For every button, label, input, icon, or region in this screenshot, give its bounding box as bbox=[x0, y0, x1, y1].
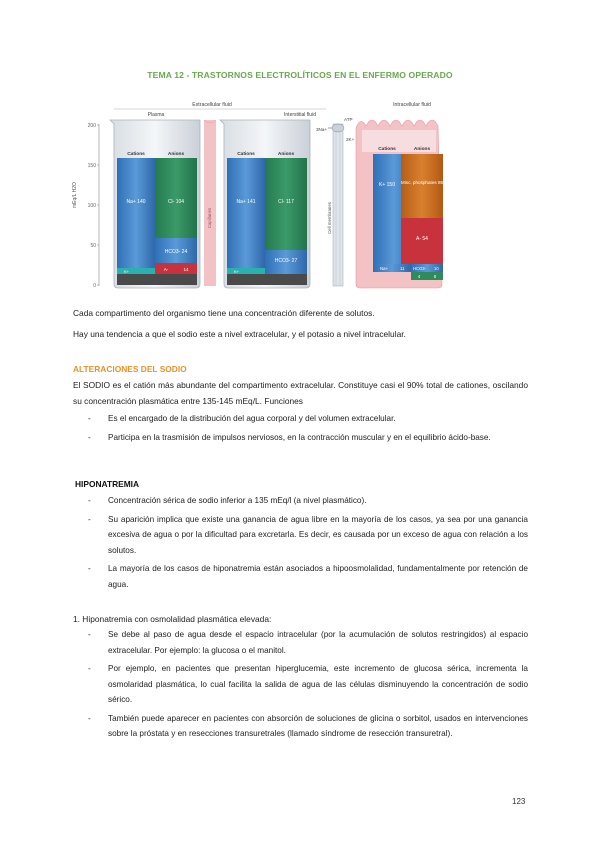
intra-na-value: 11 bbox=[400, 266, 405, 271]
list-item: - También puede aparecer en pacientes con absorción de soluciones de glicina o sorbitol, usados en intervenciones sobre la próstata y en resecciones transuretrales (llamado síndrome de resección transuretral). bbox=[88, 711, 528, 742]
intra-hco3: HCO3- bbox=[413, 266, 427, 271]
intra-sub1: 4 bbox=[417, 274, 421, 279]
interstitial-hco3: HCO3- 27 bbox=[274, 258, 298, 264]
electrolyte-figure bbox=[70, 98, 450, 290]
subsection-1-title: 1. Hiponatremia con osmolalidad plasmática elevada: bbox=[73, 614, 272, 624]
y-tick-100: 100 bbox=[87, 203, 96, 209]
plasma-cl: Cl- 104 bbox=[167, 199, 185, 205]
interstitial-anions-label: Anions bbox=[277, 152, 295, 157]
page-number: 123 bbox=[512, 797, 526, 806]
k-pump-label: 2K+ bbox=[346, 137, 355, 142]
list-item: - Su aparición implica que existe una ganancia de agua libre en la mayoría de los casos, ya sea por una ganancia excesiva de agua o por la dificultad para excretarla. Es decir, es causada por un exceso de agua con relación a los solutos. bbox=[88, 512, 528, 559]
page-title: TEMA 12 - TRASTORNOS ELECTROLÍTICOS EN EL ENFERMO OPERADO bbox=[147, 70, 453, 80]
list-item: - Es el encargado de la distribución del agua corporal y del volumen extracelular. bbox=[88, 411, 528, 427]
plasma-na: Na+ 140 bbox=[126, 199, 146, 205]
list-item: - La mayoría de los casos de hiponatremia están asociados a hipoosmolalidad, fundamentalmente por retención de agua. bbox=[88, 561, 528, 592]
sodium-paragraph: El SODIO es el catión más abundante del compartimento extracelular. Constituye casi el 90% total de cationes, oscilando su concentración plasmática entre 135-145 mEq/L. Funciones bbox=[73, 380, 528, 406]
hiponatremia-heading: HIPONATREMIA bbox=[75, 479, 140, 489]
intra-sub2: 8 bbox=[433, 274, 437, 279]
interstitial-k: K+ bbox=[234, 269, 240, 274]
sodium-functions-list bbox=[88, 411, 528, 448]
subsection-1-list bbox=[88, 627, 528, 745]
intro-paragraph-1: Cada compartimento del organismo tiene una concentración diferente de solutos. bbox=[73, 308, 375, 318]
intra-cations-label: Cations bbox=[378, 147, 396, 152]
na-pump-label: 3Na+ bbox=[316, 127, 328, 132]
y-axis-label: mEq/L H2O bbox=[72, 182, 78, 208]
intracellular-container bbox=[356, 120, 444, 288]
cell-membranes-label: Cell membranes bbox=[327, 202, 332, 234]
list-item: - Se debe al paso de agua desde el espacio intracelular (por la acumulación de solutos restringidos) al espacio extracelular. Por ejemplo: la glucosa o el manitol. bbox=[88, 627, 528, 658]
plasma-anions-label: Anions bbox=[167, 152, 185, 157]
interstitial-cations-label: Cations bbox=[237, 152, 255, 157]
intra-na: Na+ bbox=[380, 266, 389, 271]
extracellular-label: Extracellular fluid bbox=[192, 102, 232, 108]
intra-hco3-value: 10 bbox=[434, 266, 439, 271]
interstitial-cl: Cl- 117 bbox=[278, 199, 294, 205]
intro-paragraph-2: Hay una tendencia a que el sodio este a nivel extracelular, y el potasio a nivel intracelular. bbox=[73, 329, 406, 339]
y-tick-150: 150 bbox=[87, 163, 96, 169]
cell-membrane bbox=[316, 117, 355, 286]
list-item: - Concentración sérica de sodio inferior a 135 mEq/l (a nivel plasmático). bbox=[88, 493, 528, 509]
capillaries-label: Capillaries bbox=[207, 207, 212, 229]
plasma-beaker bbox=[110, 120, 200, 288]
section-title-sodio: ALTERACIONES DEL SODIO bbox=[73, 364, 187, 374]
capillary-wall bbox=[204, 120, 216, 286]
interstitial-na: Na+ 141 bbox=[236, 199, 256, 205]
plasma-hco3: HCO3- 24 bbox=[164, 249, 188, 255]
list-item: - Por ejemplo, en pacientes que presentan hiperglucemia, este incremento de glucosa sérica, incrementa la osmolaridad plasmática, lo cual facilita la salida de agua de las células disminuyendo la concentración de sodio sérico. bbox=[88, 661, 528, 708]
hiponatremia-list bbox=[88, 493, 528, 595]
interstitial-beaker bbox=[220, 120, 310, 288]
plasma-label: Plasma bbox=[147, 112, 165, 118]
y-tick-50: 50 bbox=[90, 243, 96, 249]
plasma-a: A- bbox=[163, 267, 169, 272]
intra-k: K+ 150 bbox=[379, 182, 395, 188]
atp-label: ATP bbox=[344, 117, 353, 122]
plasma-k: K+ bbox=[124, 269, 130, 274]
intracellular-label: Intracellular fluid bbox=[393, 102, 431, 108]
y-tick-200: 200 bbox=[87, 123, 96, 129]
intra-misc: Misc. phosphates 86 bbox=[400, 180, 444, 185]
list-item: - Participa en la trasmisión de impulsos nerviosos, en la contracción muscular y en el equilibrio ácido-base. bbox=[88, 430, 528, 446]
intra-anions-label: Anions bbox=[413, 147, 431, 152]
plasma-a-value: 14 bbox=[183, 267, 189, 272]
plasma-cations-label: Cations bbox=[127, 152, 145, 157]
intra-a: A- 54 bbox=[416, 236, 428, 242]
y-tick-0: 0 bbox=[93, 283, 96, 289]
interstitial-label: Interstitial fluid bbox=[284, 112, 316, 118]
